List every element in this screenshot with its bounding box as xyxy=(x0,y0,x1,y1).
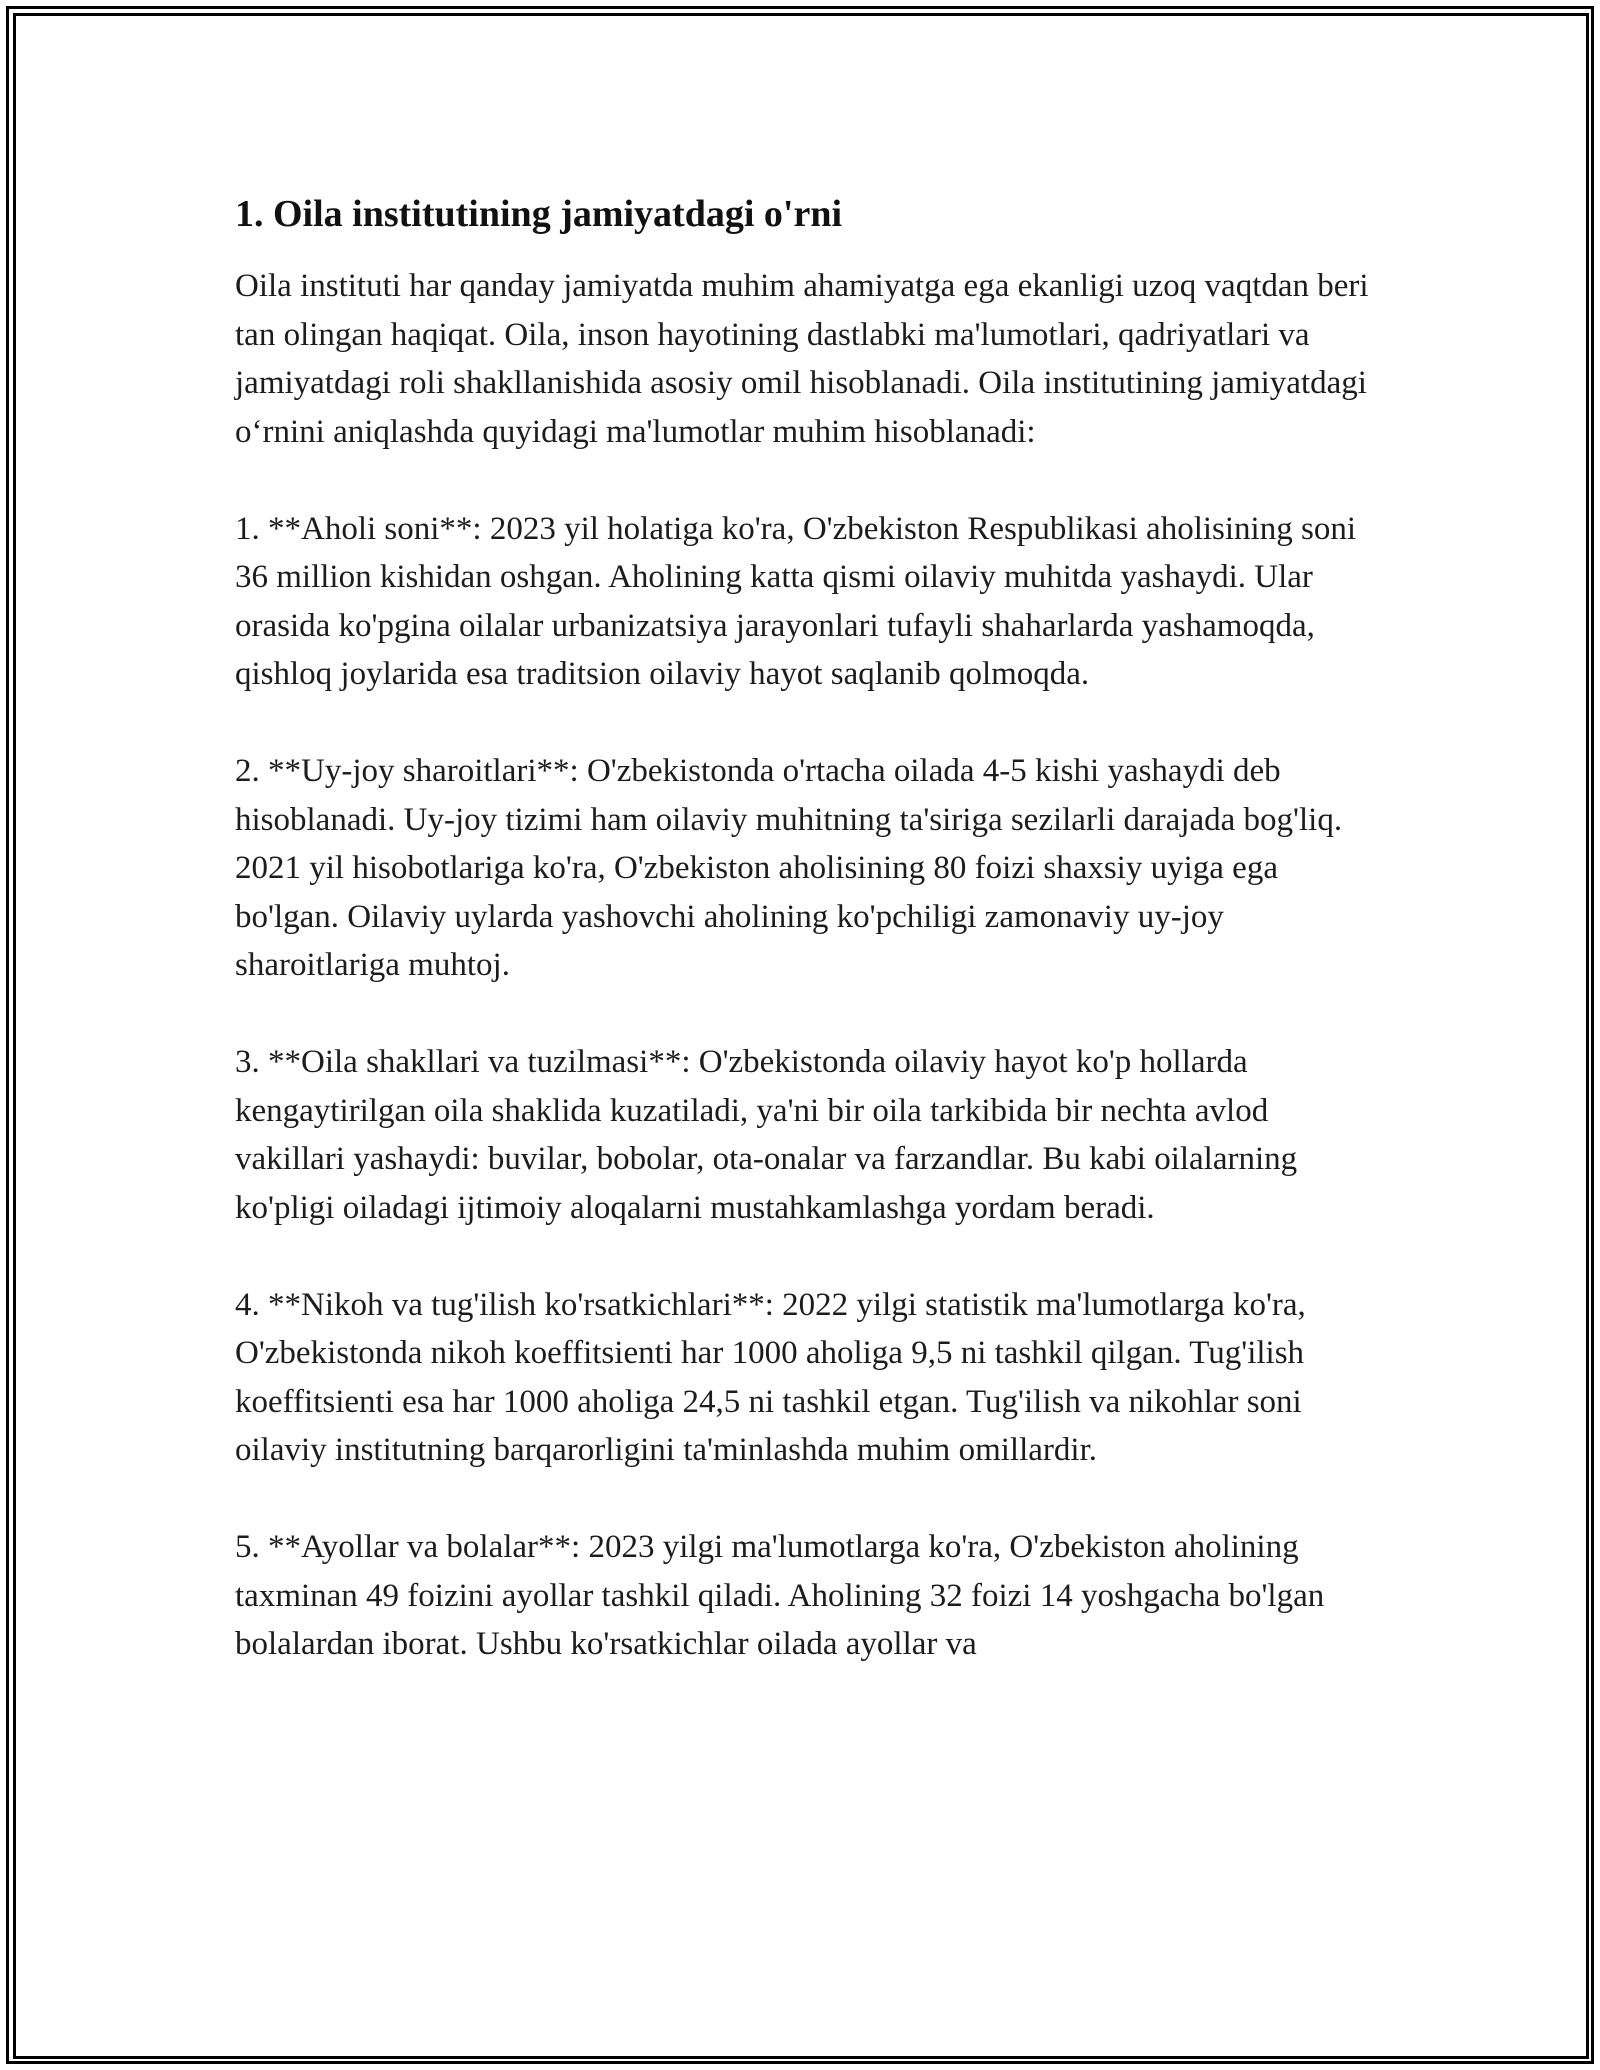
section-heading: 1. Oila institutining jamiyatdagi o'rni xyxy=(235,193,843,235)
paragraph-nikoh-tugilish: 4. **Nikoh va tug'ilish ko'rsatkichlari**: 2022 yilgi statistik ma'lumotlarga ko'ra, O'zbekistonda nikoh koeffitsienti har 1000 aholiga 9,5 ni tashkil qilgan. Tug'ilish koeffitsienti esa har 1000 aholiga 24,5 ni tashkil etgan. Tug'ilish va nikohlar soni oilaviy institutning barqarorligini ta'minlashda muhim omillardir. xyxy=(235,1286,1306,1468)
paragraph-oila-shakllari: 3. **Oila shakllari va tuzilmasi**: O'zbekistonda oilaviy hayot ko'p hollarda kengaytirilgan oila shaklida kuzatiladi, ya'ni bir oila tarkibida bir nechta avlod vakillari yashaydi: buvilar, bobolar, ota-onalar va farzandlar. Bu kabi oilalarning ko'pligi oiladagi ijtimoiy aloqalarni mustahkamlashga yordam beradi. xyxy=(235,1044,1298,1226)
paragraph-ayollar-bolalar: 5. **Ayollar va bolalar**: 2023 yilgi ma'lumotlarga ko'ra, O'zbekiston aholining taxminan 49 foizini ayollar tashkil qiladi. Aholining 32 foizi 14 yoshgacha bo'lgan bolalardan iborat. Ushbu ko'rsatkichlar oilada ayollar va xyxy=(235,1529,1325,1662)
intro-paragraph: Oila instituti har qanday jamiyatda muhim ahamiyatga ega ekanligi uzoq vaqtdan beri tan olingan haqiqat. Oila, inson hayotining dastlabki ma'lumotlari, qadriyatlari va jamiyatdagi roli shakllanishida asosiy omil hisoblanadi. Oila institutining jamiyatdagi o‘rnini aniqlashda quyidagi ma'lumotlar muhim hisoblanadi: xyxy=(235,268,1369,450)
paragraph-aholi-soni: 1. **Aholi soni**: 2023 yil holatiga ko'ra, O'zbekiston Respublikasi aholisining soni 36 million kishidan oshgan. Aholining katta qismi oilaviy muhitda yashaydi. Ular orasida ko'pgina oilalar urbanizatsiya jarayonlari tufayli shaharlarda yashamoqda, qishloq joylarida esa traditsion oilaviy hayot saqlanib qolmoqda. xyxy=(235,510,1356,692)
paragraph-uy-joy: 2. **Uy-joy sharoitlari**: O'zbekistonda o'rtacha oilada 4-5 kishi yashaydi deb hisoblanadi. Uy-joy tizimi ham oilaviy muhitning ta'siriga sezilarli darajada bog'liq. 2021 yil hisobotlariga ko'ra, O'zbekiston aholisining 80 foizi shaxsiy uyiga ega bo'lgan. Oilaviy uylarda yashovchi aholining ko'pchiligi zamonaviy uy-joy sharoitlariga muhtoj. xyxy=(235,753,1343,983)
document-body xyxy=(235,190,1385,1717)
